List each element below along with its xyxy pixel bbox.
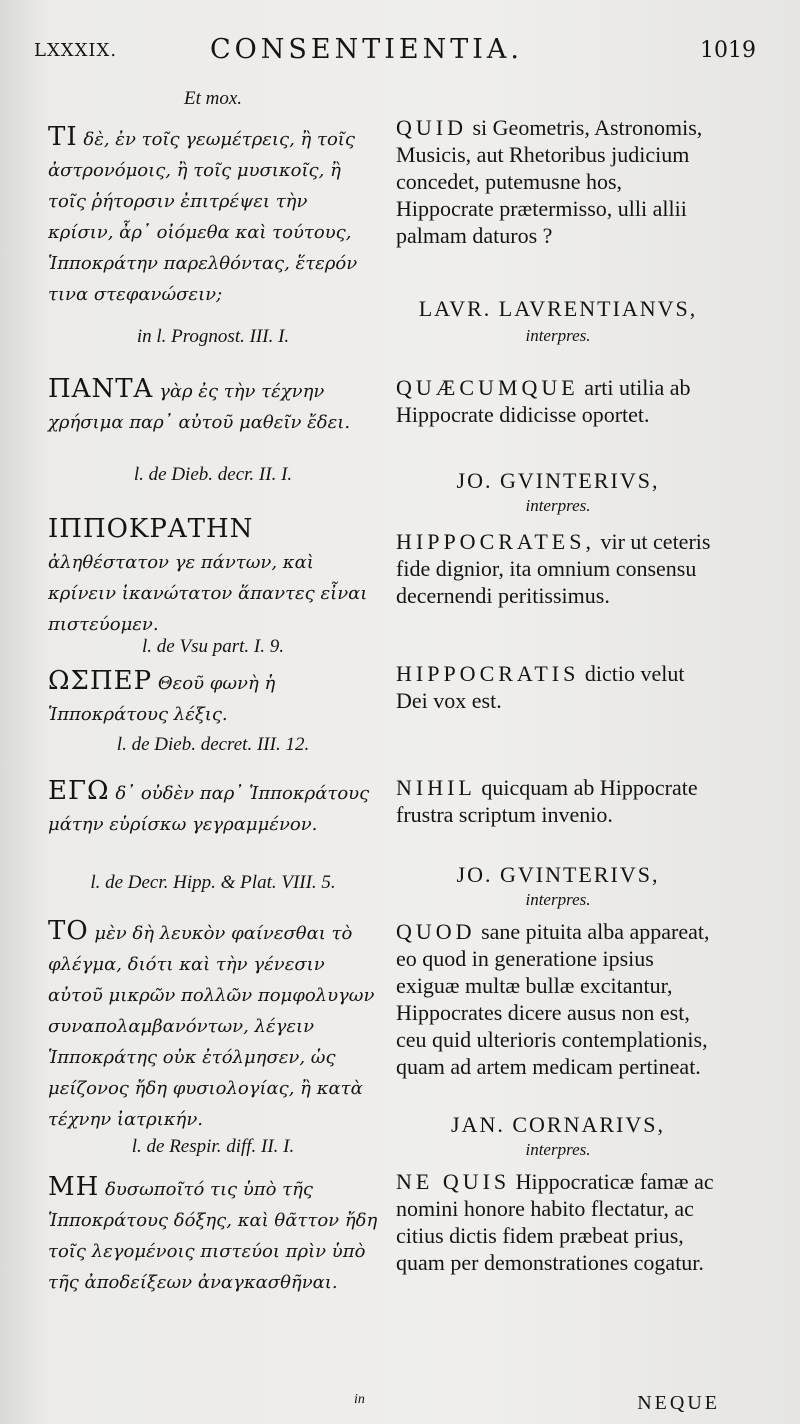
latin-lead-6: QUOD — [396, 919, 476, 944]
interpreter-role-2: interpres. — [525, 496, 591, 515]
reference-1: in l. Prognost. III. I. — [136, 326, 290, 347]
interpreter-role-4: interpres. — [525, 1140, 591, 1159]
greek-passage-3 — [48, 514, 378, 640]
latin-text-5: quicquam ab Hippocrate frustra scriptum invenio. — [396, 775, 698, 827]
greek-passage-4 — [48, 666, 378, 730]
interpreter-name-4: JAN. CORNARIVS, — [451, 1112, 665, 1137]
greek-passage-2 — [48, 374, 378, 438]
greek-passage-5 — [48, 776, 378, 840]
greek-text-2: γὰρ ἐς τὴν τέχνην χρήσιμα παρ᾽ αὐτοῦ μαθεῖν ἔδει. — [48, 381, 351, 433]
interpreter-name-2: JO. GVINTERIVS, — [456, 468, 660, 493]
greek-text-4: Θεοῦ φωνὴ ἡ Ἱπποκράτους λέξις. — [48, 673, 276, 725]
latin-text-3: vir ut ceteris fide dignior, ita omnium consensu decernendi peritissimus. — [396, 529, 711, 608]
interpreter-role-1: interpres. — [525, 326, 591, 345]
latin-lead-1: QUID — [396, 115, 467, 140]
reference-6: l. de Respir. diff. II. I. — [131, 1136, 295, 1157]
greek-text-3: ἀληθέστατον γε πάντων, καὶ κρίνειν ἱκανώτατον ἅπαντες εἶναι πιστεύομεν. — [48, 552, 368, 635]
greek-lead-3: ΙΠΠΟΚΡΑΤΗΝ — [48, 514, 254, 544]
latin-passage-3 — [396, 528, 720, 609]
greek-passage-7 — [48, 1172, 378, 1298]
interpreter-role-3: interpres. — [525, 890, 591, 909]
greek-text-5: δ᾽ οὐδὲν παρ᾽ Ἱπποκράτους μάτην εὑρίσκω γεγραμμένον. — [48, 783, 370, 835]
greek-lead-5: ΕΓΩ — [48, 776, 110, 806]
reference-3: l. de Vsu part. I. 9. — [142, 636, 284, 657]
latin-text-7: Hippocraticæ famæ ac nomini honore habito flectatur, ac citius dictis fidem præbeat prius, quam per demonstrationes cogatur. — [396, 1169, 714, 1275]
latin-passage-6 — [396, 918, 720, 1080]
latin-text-2: arti utilia ab Hippocrate didicisse oportet. — [396, 375, 691, 427]
latin-lead-7: NE QUIS — [396, 1169, 511, 1194]
page-number: 1019 — [700, 38, 756, 63]
latin-passage-5 — [396, 774, 720, 828]
reference-5: l. de Decr. Hipp. & Plat. VIII. 5. — [90, 872, 336, 893]
latin-text-1: si Geometris, Astronomis, Musicis, aut Rhetoribus judicium concedet, putemusne hos, Hippocrate prætermisso, ulli allii palmam daturos ? — [396, 115, 703, 248]
latin-text-4: dictio velut Dei vox est. — [396, 661, 685, 713]
latin-lead-3: HIPPOCRATES, — [396, 529, 595, 554]
greek-text-1: δὲ, ἐν τοῖς γεωμέτρεις, ἢ τοῖς ἀστρονόμοις, ἢ τοῖς μυσικοῖς, ἢ τοῖς ῥήτορσιν ἐπιτρέψει τὴν κρίσιν, ἆρ᾽ οἰόμεθα καὶ τούτους, Ἱπποκράτην παρελθόντας, ἕτερόν τινα στεφανώσειν; — [48, 129, 358, 305]
running-header — [0, 34, 800, 74]
latin-passage-4 — [396, 660, 720, 714]
greek-lead-4: ΩΣΠΕΡ — [48, 666, 153, 696]
greek-passage-1 — [48, 122, 378, 310]
greek-passage-6 — [48, 916, 378, 1135]
et-mox-heading: Et mox. — [183, 88, 243, 109]
greek-lead-2: ΠΑΝΤΑ — [48, 374, 154, 404]
latin-text-6: sane pituita alba appareat, eo quod in generatione ipsius exiguæ multæ bullæ excitantur, Hippocrates dicere ausus non est, ceu quid ulterioris contemplationis, quam ad artem medicam pertineat. — [396, 919, 710, 1079]
latin-lead-5: NIHIL — [396, 775, 476, 800]
signature-mark: in — [354, 1392, 365, 1407]
interpreter-name-3: JO. GVINTERIVS, — [456, 862, 660, 887]
latin-lead-4: HIPPOCRATIS — [396, 661, 580, 686]
reference-4: l. de Dieb. decret. III. 12. — [116, 734, 310, 755]
greek-text-7: δυσωποῖτό τις ὑπὸ τῆς Ἱπποκράτους δόξης, καὶ θᾶττον ἤδη τοῖς λεγομένοις πιστεύοι πρὶν ὑπὸ τῆς ἀποδείξεων ἀναγκασθῆναι. — [48, 1179, 378, 1293]
page-numeral: LXXXIX. — [34, 40, 118, 61]
greek-lead-6: ΤΟ — [48, 916, 89, 946]
greek-lead-7: ΜΗ — [48, 1172, 100, 1202]
catchword: NEQUE — [637, 1392, 720, 1414]
latin-lead-2: QUÆCUMQUE — [396, 375, 579, 400]
greek-lead-1: ΤΙ — [48, 122, 78, 152]
greek-text-6: μὲν δὴ λευκὸν φαίνεσθαι τὸ φλέγμα, διότι καὶ τὴν γένεσιν αὐτοῦ μικρῶν πολλῶν πομφολυγων συναπολαμβανόντων, λέγειν Ἱπποκράτης οὐκ ἐτόλμησεν, ὡς μείζονος ἤδη φυσιολογίας, ἢ κατὰ τέχνην ἰατρικήν. — [48, 923, 375, 1130]
page-title: CONSENTIENTIA. — [210, 34, 524, 65]
reference-2: l. de Dieb. decr. II. I. — [133, 464, 293, 485]
latin-passage-2 — [396, 374, 720, 428]
latin-passage-1 — [396, 114, 720, 249]
interpreter-name-1: LAVR. LAVRENTIANVS, — [418, 296, 698, 321]
latin-passage-7 — [396, 1168, 720, 1276]
